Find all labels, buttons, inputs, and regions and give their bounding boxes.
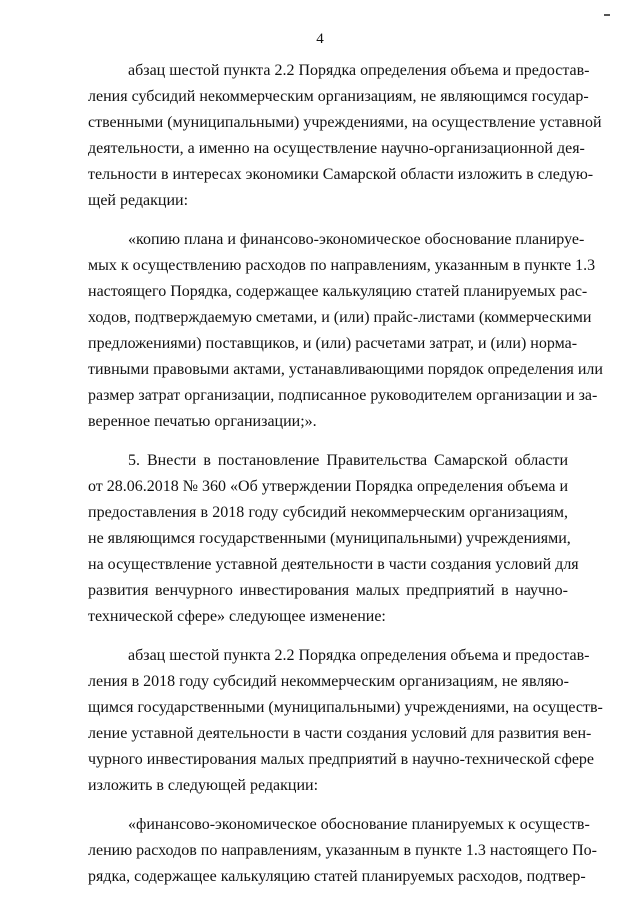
- text-line: рядка, содержащее калькуляцию статей планируемых расходов, подтвер-: [88, 868, 586, 885]
- text-line: 5. Внести в постановление Правительства Самарской области: [128, 452, 568, 469]
- text-line: ления субсидий некоммерческим организациям, не являющимся государ-: [88, 88, 589, 105]
- text-line: тивными правовыми актами, устанавливающими порядок определения или: [88, 361, 603, 378]
- paragraph: [88, 812, 597, 890]
- text-line: ление уставной деятельности в части создания условий для развития вен-: [88, 725, 592, 742]
- text-line: щей редакции:: [88, 192, 189, 209]
- text-line: от 28.06.2018 № 360 «Об утверждении Порядка определения объема и: [88, 478, 569, 495]
- paragraph-gap: [88, 799, 568, 812]
- text-line: тельности в интересах экономики Самарской области изложить в следую-: [88, 166, 594, 183]
- text-line: размер затрат организации, подписанное руководителем организации и за-: [88, 387, 598, 404]
- text-line: ходов, подтверждаемую сметами, и (или) прайс-листами (коммерческими: [88, 309, 592, 326]
- text-line: абзац шестой пункта 2.2 Порядка определения объема и предостав-: [128, 62, 590, 79]
- page-number: 4: [316, 31, 324, 47]
- text-line: развития венчурного инвестирования малых предприятий в научно-: [88, 582, 568, 599]
- text-line: абзац шестой пункта 2.2 Порядка определения объема и предостав-: [128, 647, 590, 664]
- text-line: предоставления в 2018 году субсидий некоммерческим организациям,: [88, 504, 568, 521]
- text-line: изложить в следующей редакции:: [88, 777, 319, 794]
- text-line: ления в 2018 году субсидий некоммерческим организациям, не являю-: [88, 673, 569, 690]
- text-line: технической сфере» следующее изменение:: [88, 608, 386, 625]
- text-line: «копию плана и финансово-экономическое обоснование планируе-: [128, 231, 585, 248]
- text-line: мых к осуществлению расходов по направлениям, указанным в пункте 1.3: [88, 257, 596, 274]
- text-line: на осуществление уставной деятельности в части создания условий для: [88, 556, 579, 573]
- paragraph: [88, 448, 579, 630]
- text-line: не являющимся государственными (муниципальными) учреждениями,: [88, 530, 571, 547]
- text-line: веренное печатью организации;».: [88, 413, 317, 430]
- text-line: настоящего Порядка, содержащее калькуляцию статей планируемых рас-: [88, 283, 588, 300]
- paragraph-gap: [88, 214, 568, 227]
- text-line: предложениями) поставщиков, и (или) расчетами затрат, и (или) норма-: [88, 335, 578, 352]
- scan-mark: [604, 14, 610, 16]
- paragraph-gap: [88, 435, 568, 448]
- paragraph-gap: [88, 630, 568, 643]
- paragraph: [88, 227, 603, 435]
- paragraph: [88, 643, 603, 799]
- text-line: лению расходов по направлениям, указанным в пункте 1.3 настоящего По-: [88, 842, 597, 859]
- text-line: деятельности, а именно на осуществление научно-организационной дея-: [88, 140, 585, 157]
- text-line: щимся государственными (муниципальными) учреждениями, на осуществ-: [88, 699, 603, 716]
- text-line: чурного инвестирования малых предприятий в научно-технической сфере: [88, 751, 595, 768]
- text-line: «финансово-экономическое обоснование планируемых к осуществ-: [128, 816, 590, 833]
- text-line: ственными (муниципальными) учреждениями, на осуществление уставной: [88, 114, 602, 131]
- document-body: [88, 58, 603, 890]
- paragraph: [88, 58, 602, 214]
